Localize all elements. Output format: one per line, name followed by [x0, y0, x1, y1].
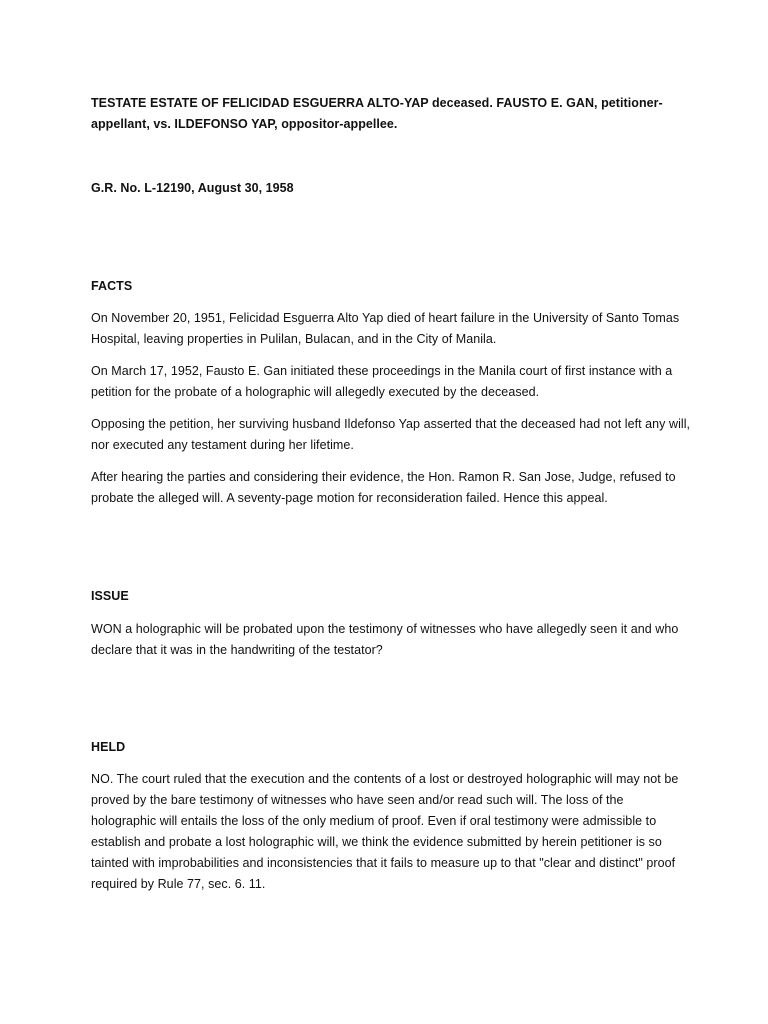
held-text: NO. The court ruled that the execution and the contents of a lost or destroyed holographic will may not be proved by the bare testimony of witnesses who have seen and/or read such will. The loss of the holographic will entails the loss of the only medium of proof. Even if oral testimony were admissible to establish and probate a lost holographic will, we think the evidence submitted by herein petitioner is so tainted with improbabilities and inconsistencies that it fails to measure up to that "clear and distinct" proof required by Rule 77, sec. 6. 11.	[91, 772, 679, 891]
facts-paragraph: After hearing the parties and considering their evidence, the Hon. Ramon R. San Jose, Judge, refused to probate the alleged will. A seventy-page motion for reconsideration failed. Hence this appeal.	[91, 470, 676, 505]
facts-heading: FACTS	[91, 279, 133, 293]
issue-heading: ISSUE	[91, 589, 129, 603]
facts-paragraph: On March 17, 1952, Fausto E. Gan initiated these proceedings in the Manila court of first instance with a petition for the probate of a holographic will allegedly executed by the deceased.	[91, 364, 673, 399]
case-citation: G.R. No. L-12190, August 30, 1958	[91, 181, 294, 195]
held-heading: HELD	[91, 740, 126, 754]
issue-text: WON a holographic will be probated upon the testimony of witnesses who have allegedly seen it and who declare that it was in the handwriting of the testator?	[91, 622, 679, 657]
facts-paragraph: Opposing the petition, her surviving husband Ildefonso Yap asserted that the deceased had not left any will, nor executed any testament during her lifetime.	[91, 417, 691, 452]
case-title: TESTATE ESTATE OF FELICIDAD ESGUERRA ALTO-YAP deceased. FAUSTO E. GAN, petitioner-appellant, vs. ILDEFONSO YAP, oppositor-appellee.	[91, 96, 663, 131]
facts-paragraph: On November 20, 1951, Felicidad Esguerra Alto Yap died of heart failure in the University of Santo Tomas Hospital, leaving properties in Pulilan, Bulacan, and in the City of Manila.	[91, 311, 680, 346]
